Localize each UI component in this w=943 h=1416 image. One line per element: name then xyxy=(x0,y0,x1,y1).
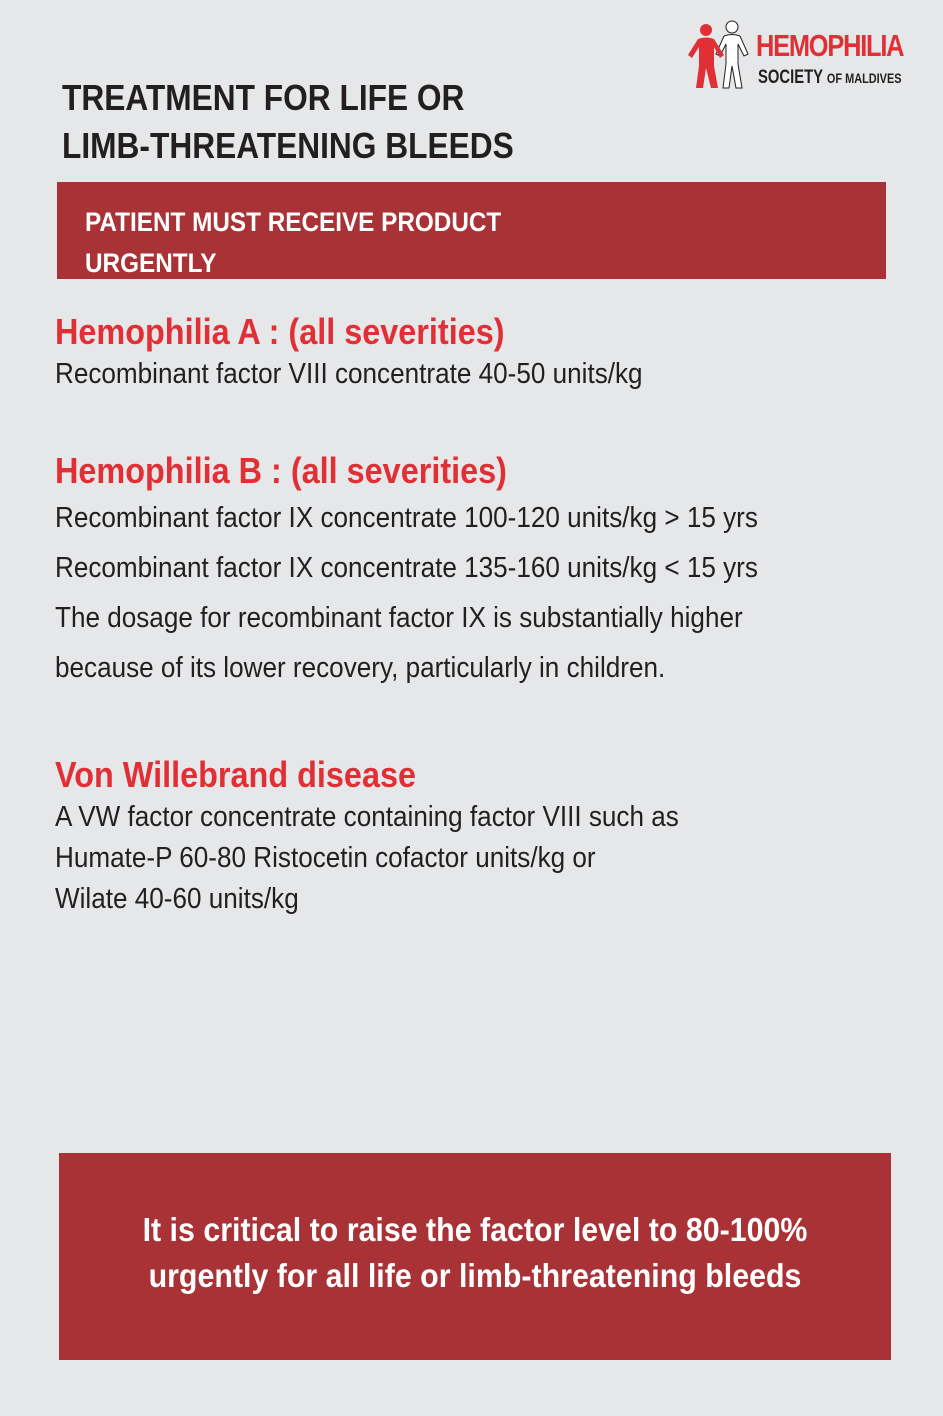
section-line: Recombinant factor IX concentrate 135-160 units/kg < 15 yrs xyxy=(55,552,758,584)
section-line: The dosage for recombinant factor IX is substantially higher xyxy=(55,602,743,634)
critical-note-box xyxy=(59,1153,891,1360)
section-hemophilia-b xyxy=(55,449,836,693)
section-von-willebrand xyxy=(55,753,748,920)
section-heading: Hemophilia A : (all severities) xyxy=(55,311,505,352)
section-line: Recombinant factor IX concentrate 100-120 units/kg > 15 yrs xyxy=(55,502,758,534)
page-title-line-2: LIMB-THREATENING BLEEDS xyxy=(62,125,514,166)
banner-line-2: URGENTLY xyxy=(85,248,217,278)
two-figures-icon xyxy=(686,18,756,90)
critical-note-text xyxy=(59,1207,891,1299)
section-line: Recombinant factor VIII concentrate 40-50 units/kg xyxy=(55,358,643,390)
section-line: Humate-P 60-80 Ristocetin cofactor units/kg or xyxy=(55,842,596,874)
page-title-line-1: TREATMENT FOR LIFE OR xyxy=(62,77,465,118)
urgent-banner xyxy=(57,182,886,279)
section-line: because of its lower recovery, particularly in children. xyxy=(55,652,666,684)
section-line: A VW factor concentrate containing factor VIII such as xyxy=(55,801,679,833)
section-heading: Von Willebrand disease xyxy=(55,754,417,795)
critical-note-line-1: It is critical to raise the factor level to 80-100% xyxy=(142,1211,808,1248)
page-title xyxy=(62,74,514,170)
section-line: Wilate 40-60 units/kg xyxy=(55,883,299,915)
banner-line-1: PATIENT MUST RECEIVE PRODUCT xyxy=(85,207,502,237)
section-heading: Hemophilia B : (all severities) xyxy=(55,450,507,491)
critical-note-line-2: urgently for all life or limb-threatening bleeds xyxy=(148,1257,802,1294)
logo-subtitle xyxy=(758,68,902,87)
logo-subtitle-main: SOCIETY xyxy=(758,67,823,88)
section-hemophilia-a xyxy=(55,310,708,394)
banner-text xyxy=(85,202,501,284)
logo-subtitle-small: OF MALDIVES xyxy=(826,70,902,86)
logo-title: HEMOPHILIA xyxy=(756,28,904,63)
logo xyxy=(686,18,922,92)
